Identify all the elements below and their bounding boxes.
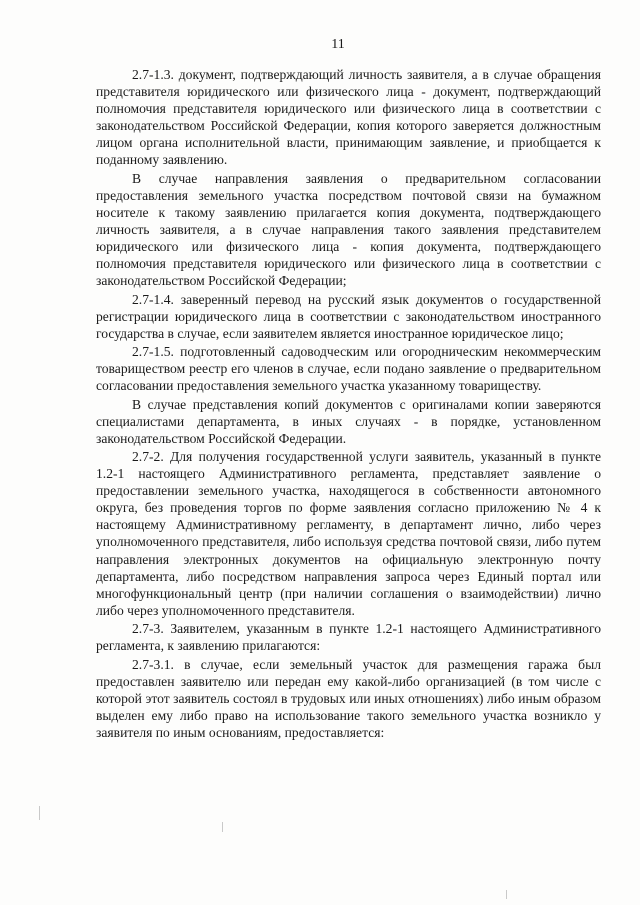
paragraph-2-7-1-5: 2.7-1.5. подготовленный садоводческим или огородническим некоммерческим товариществом реестр его членов в случае, если подано заявление о предварительном согласовании предоставления земельного участка указанному товариществу. <box>96 344 601 394</box>
document-body <box>96 66 601 742</box>
paragraph-postal-submission: В случае направления заявления о предварительном согласовании предоставления земельного участка посредством почтовой связи на бумажном носителе к такому заявлению прилагается копия документа, подтверждающего личность заявителя, а в случае направления такого заявления представителем юридического или физического лица - копия документа, подтверждающего полномочия представителя юридического или физического лица в соответствии с законодательством Российской Федерации; <box>96 170 601 289</box>
paragraph-2-7-1-3: 2.7-1.3. документ, подтверждающий личность заявителя, а в случае обращения представителя юридического или физического лица - документ, подтверждающий полномочия представителя юридического или физического лица в соответствии с законодательством Российской Федерации, копия которого заверяется должностным лицом органа исполнительной власти, принимающим заявление, и приобщается к поданному заявлению. <box>96 67 601 168</box>
page-number: 11 <box>331 37 345 52</box>
scan-artifact <box>39 806 40 820</box>
paragraph-2-7-3: 2.7-3. Заявителем, указанным в пункте 1.2-1 настоящего Административного регламента, к заявлению прилагаются: <box>96 621 601 654</box>
scan-artifact <box>222 822 223 832</box>
paragraph-2-7-1-4: 2.7-1.4. заверенный перевод на русский язык документов о государственной регистрации юридического лица в соответствии с законодательством иностранного государства в случае, если заявителем является иностранное юридическое лицо; <box>96 291 601 341</box>
paragraph-2-7-3-1: 2.7-3.1. в случае, если земельный участок для размещения гаража был предоставлен заявителю или передан ему какой-либо организацией (в том числе с которой этот заявитель состоял в трудовых или иных отношениях) либо иным образом выделен ему либо право на использование такого земельного участка возникло у заявителя по иным основаниям, предоставляется: <box>96 656 601 740</box>
paragraph-2-7-2: 2.7-2. Для получения государственной услуги заявитель, указанный в пункте 1.2-1 настоящего Административного регламента, представляет заявление о предоставлении земельного участка, находящегося в собственности автономного округа, без проведения торгов по форме заявления согласно приложению № 4 к настоящему Административному регламенту, в департамент лично, либо через уполномоченного представителя, либо используя средства почтовой связи, либо путем направления электронных документов на официальную электронную почту департамента, либо посредством направления запроса через Единый портал или многофункциональный центр (при наличии соглашения о взаимодействии) лично либо через уполномоченного представителя. <box>96 449 601 618</box>
scan-artifact <box>506 890 507 899</box>
paragraph-copies-certification: В случае представления копий документов с оригиналами копии заверяются специалистами департамента, в иных случаях - в порядке, установленном законодательством Российской Федерации. <box>96 396 601 446</box>
